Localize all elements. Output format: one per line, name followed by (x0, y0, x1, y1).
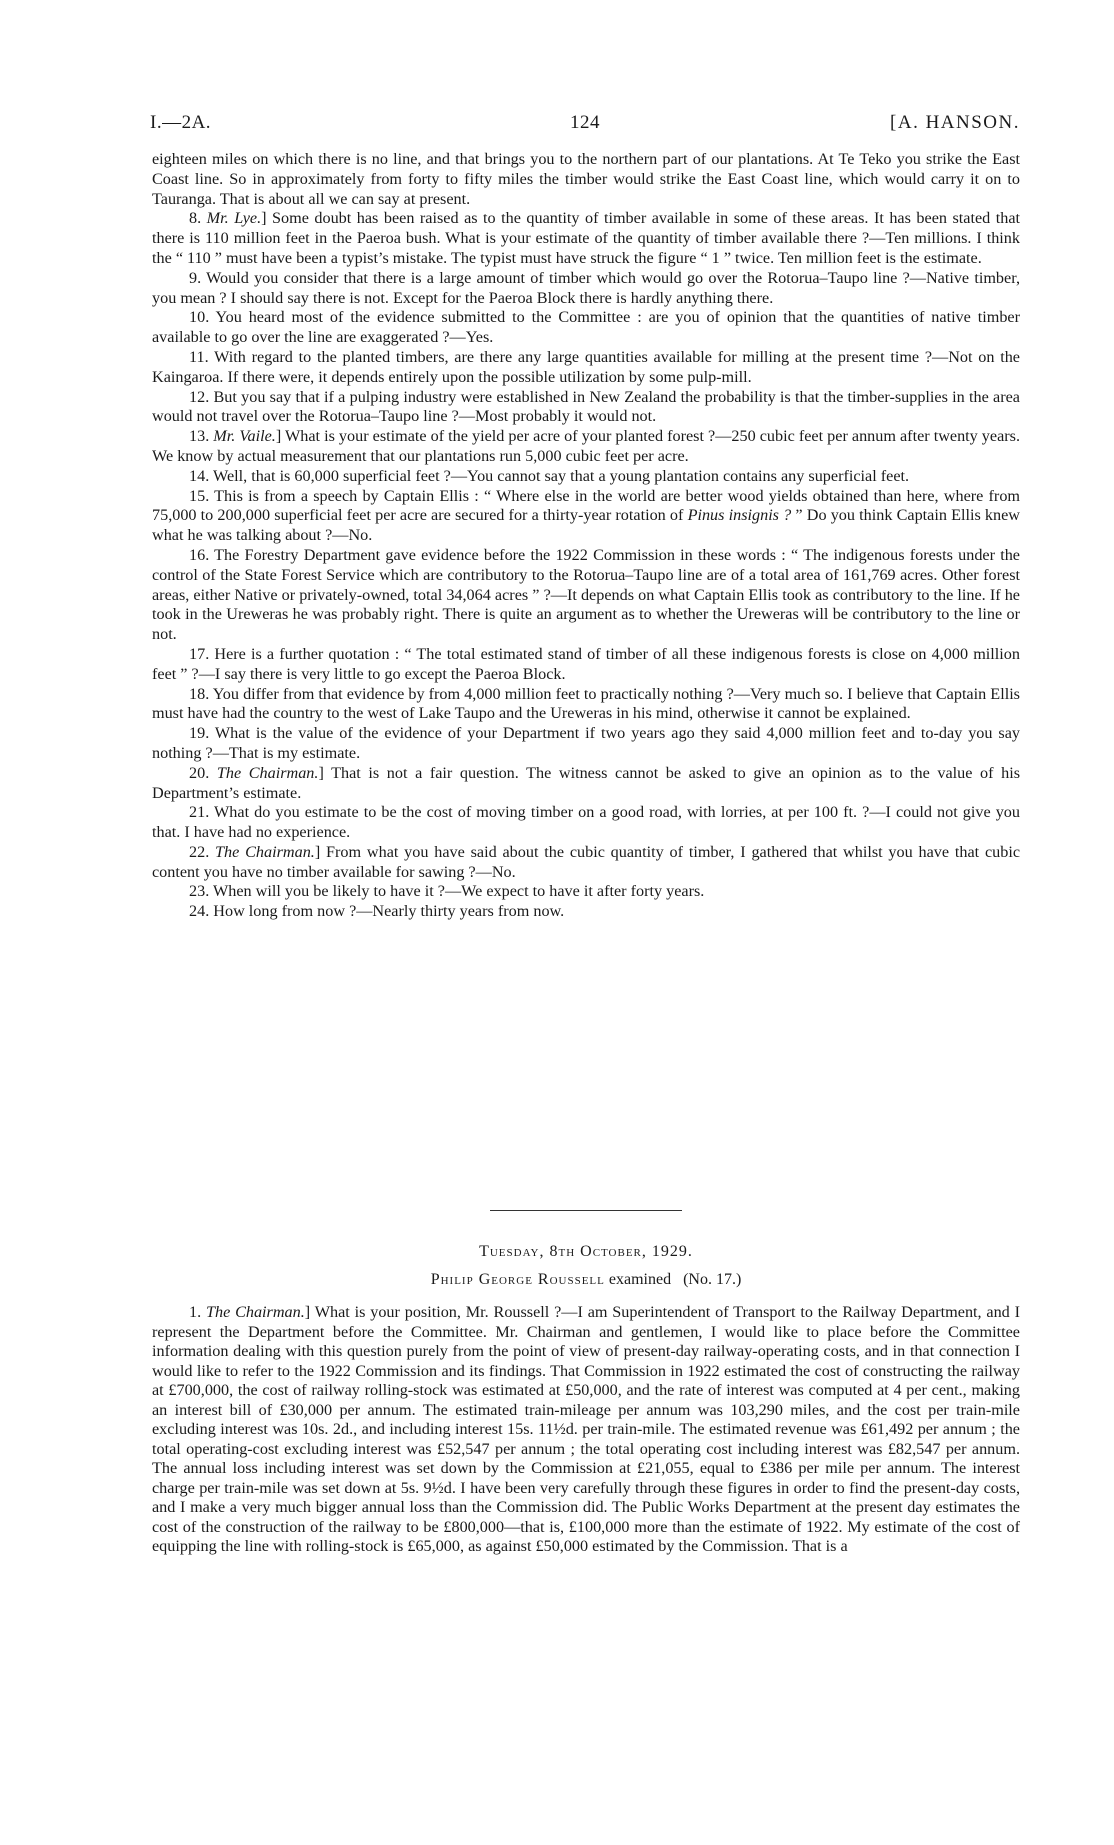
question-1: 1. The Chairman.] What is your position, Mr. Roussell ?—I am Superintendent of Transport to the Railway Department, and I represent the Department before the Committee. Mr. Chairman and gentlemen, I would like to place before the Committee information dealing with this question purely from the point of view of present-day railway-operating costs, and in that connection I would like to refer to the 1922 Commission and its findings. That Commission in 1922 estimated the cost of constructing the railway at £700,000, the cost of railway rolling-stock was estimated at £50,000, and the rate of interest was computed at 4 per cent., making an interest bill of £30,000 per annum. The estimated train-mileage per annum was 103,290 miles, and the cost per train-mile excluding interest was 10s. 2d., and including interest 15s. 11½d. per train-mile. The estimated revenue was £61,492 per annum ; the total operating-cost excluding interest was £52,547 per annum ; the total operating cost including interest was £82,547 per annum. The annual loss including interest was set down by the Commission at £21,055, equal to £386 per mile per annum. The interest charge per train-mile was set down at 5s. 9½d. I have been very carefully through these figures in order to find the present-day costs, and I make a very much bigger annual loss than the Commission did. The Public Works Department at the present day estimates the cost of the construction of the railway to be £800,000—that is, £100,000 more than the estimate of 1922. My estimate of the cost of equipping the line with rolling-stock is £65,000, as against £50,000 estimated by the Commission. That is a (152, 1303, 1020, 1555)
paper-reference: I.—2A. (150, 112, 212, 133)
witness-number: (No. 17.) (683, 1271, 742, 1288)
question-14: 14. Well, that is 60,000 superficial feet ?—You cannot say that a young plantation contains any superficial feet. (189, 466, 910, 485)
evidence-section-roussell (152, 1303, 1020, 1557)
speaker: The Chairman. (216, 763, 319, 782)
question-10: 10. You heard most of the evidence submitted to the Committee : are you of opinion that the quantities of native timber available to go over the line are exaggerated ?—Yes. (152, 308, 1020, 347)
question-22: 22. The Chairman.] From what you have said about the cubic quantity of timber, I gathered that whilst you have that cubic content you have no timber available for sawing ?—No. (152, 842, 1021, 881)
question-11: 11. With regard to the planted timbers, are there any large quantities available for milling at the present time ?—Not on the Kaingaroa. If there were, it depends entirely upon the possible utilization by some pulp-mill. (152, 347, 1020, 386)
question-23: 23. When will you be likely to have it ?—We expect to have it after forty years. (189, 882, 705, 901)
evidence-section-hanson (152, 150, 1020, 922)
speaker: Mr. Lye. (206, 209, 262, 228)
question-17: 17. Here is a further quotation : “ The total estimated stand of timber of all these indigenous forests is close on 4,000 million feet ” ?—I say there is very little to go except the Paeroa Block. (152, 644, 1020, 683)
question-19: 19. What is the value of the evidence of your Department if two years ago they said 4,000 million feet and to-day you say nothing ?—That is my estimate. (152, 724, 1020, 762)
witness-heading: Philip George Roussell examined (No. 17.) (430, 1271, 742, 1288)
speaker: The Chairman. (205, 1303, 305, 1321)
question-24: 24. How long from now ?—Nearly thirty years from now. (189, 902, 565, 921)
question-18: 18. You differ from that evidence by from 4,000 million feet to practically nothing ?—Very much so. I believe that Captain Ellis must have had the country to the west of Lake Taupo and the Ureweras in his mind, otherwise it cannot be explained. (152, 684, 1020, 723)
page-header (150, 112, 1020, 142)
question-8: 8. Mr. Lye.] Some doubt has been raised as to the quantity of timber available in some of these areas. It has been stated that there is 110 million feet in the Paeroa bush. What is your estimate of the quantity of timber available there ?—Ten millions. I think the “ 110 ” must have been a typist’s mistake. The typist must have struck the figure “ 1 ” twice. Ten million feet is the estimate. (152, 209, 1021, 267)
question-9: 9. Would you consider that there is a large amount of timber which would go over the Rotorua–Taupo line ?—Native timber, you mean ? I should say there is not. Except for the Paeroa Block there is hardly anything there. (152, 268, 1020, 307)
witness-running-head: [A. HANSON. (890, 112, 1020, 133)
question-20: 20. The Chairman.] That is not a fair question. The witness cannot be asked to give an opinion as to the value of his Department’s estimate. (152, 763, 1021, 802)
paragraph: eighteen miles on which there is no line, and that brings you to the northern part of our plantations. At Te Teko you strike the East Coast line. So in approximately from forty to fifty miles the timber would strike the East Coast line, which would carry it on to Tauranga. That is about all we can say at present. (152, 150, 1020, 208)
session-date: Tuesday, 8th October, 1929. (479, 1243, 693, 1260)
section-divider (490, 1210, 682, 1211)
speaker: The Chairman. (215, 842, 315, 861)
question-16: 16. The Forestry Department gave evidence before the 1922 Commission in these words : “ The indigenous forests under the control of the State Forest Service which are contributory to the Rotorua–Taupo line are of a total area of 161,769 acres. Other forest areas, either Native or privately-owned, total 34,064 acres ” ?—It depends on what Captain Ellis took as contributory to the line. If he took in the Ureweras he was probably right. There is quite an argument as to whether the Ureweras will be contributory to the line or not. (152, 545, 1020, 644)
page-number: 124 (570, 112, 600, 133)
question-12: 12. But you say that if a pulping industry were established in New Zealand the probability is that the timber-supplies in the area would not travel over the Rotorua–Taupo line ?—Most probably it would not. (152, 387, 1020, 426)
species-name: Pinus insignis ? (687, 506, 792, 525)
question-21: 21. What do you estimate to be the cost of moving timber on a good road, with lorries, at per 100 ft. ?—I could not give you that. I have had no experience. (152, 803, 1020, 842)
question-13: 13. Mr. Vaile.] What is your estimate of the yield per acre of your planted forest ?—250 cubic feet per annum after twenty years. We know by actual measurement that our plantations run 5,000 cubic feet per acre. (152, 427, 1021, 465)
question-15: 15. This is from a speech by Captain Ellis : “ Where else in the world are better wood yields obtained than here, where from 75,000 to 200,000 superficial feet per acre are secured for a thirty-year rotation of Pinus insignis ? ” Do you think Captain Ellis knew what he was talking about ?—No. (152, 486, 1020, 545)
speaker: Mr. Vaile. (213, 427, 276, 446)
witness-name: Philip George Roussell (430, 1271, 605, 1288)
